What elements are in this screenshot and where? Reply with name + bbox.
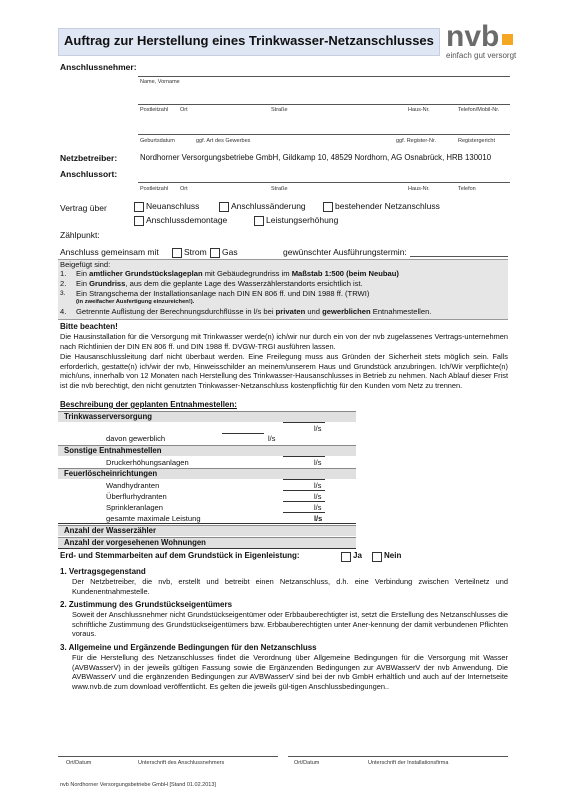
termin-input[interactable] [410, 256, 508, 257]
ort-hausnr-label: Haus-Nr. [408, 186, 430, 192]
netzbetreiber-value: Nordhorner Versorgungsbetriebe GmbH, Gildkamp 10, 48529 Nordhorn, AG Osnabrück, HRB 130010 [140, 153, 492, 162]
strom-checkbox[interactable] [172, 248, 182, 258]
leistungserhoehung-checkbox[interactable] [254, 216, 264, 226]
demontage-checkbox[interactable] [134, 216, 144, 226]
gesamt-label: gesamte maximale Leistung [106, 514, 201, 523]
wand-input[interactable] [283, 479, 325, 480]
register-label: ggf. Register-Nr. [396, 138, 437, 144]
beachten-p1: Die Hausinstallation für die Versorgung mit Trinkwasser werde(n) ich/wir nur durch ein von der nvb zugelassenes Vertrags-unternehmen nach Richtlinien der DIN EN 806 ff. und DIN 1988 ff. DVGW-TRGI ausführen lassen. [60, 332, 508, 351]
strasse-label: Straße [271, 107, 288, 113]
gas-label: Gas [222, 247, 238, 257]
table-divider [58, 523, 356, 524]
druck-unit: l/s [314, 458, 322, 467]
trinkwasser-input[interactable] [283, 422, 325, 423]
logo-tagline: einfach gut versorgt [446, 51, 517, 60]
signature-line-2[interactable] [288, 756, 508, 757]
item4-text: Getrennte Auflistung der Berechnungsdurchflüsse in l/s bei privaten und gewerblichen Entnahmestellen. [76, 307, 432, 316]
item2-num: 2. [60, 279, 67, 288]
ort-strasse-label: Straße [271, 186, 288, 192]
druck-input[interactable] [283, 456, 325, 457]
sonstige-header: Sonstige Entnahmestellen [58, 445, 356, 456]
gewerblich-input[interactable] [222, 433, 264, 434]
sig2-label: Unterschrift der Installationsfirma [368, 760, 449, 766]
nvb-logo: nvb [446, 20, 500, 53]
sprink-unit: l/s [314, 503, 322, 512]
ueber-unit: l/s [314, 492, 322, 501]
entnahme-title: Beschreibung der geplanten Entnahmestellen: [60, 400, 237, 409]
section3-title: 3. Allgemeine und Ergänzende Bedingungen für den Netzanschluss [60, 643, 317, 652]
wohnungen-header: Anzahl der vorgesehenen Wohnungen [58, 537, 356, 548]
beigefuegt-title: Beigefügt sind: [60, 260, 111, 269]
termin-label: gewünschter Ausführungstermin: [283, 247, 407, 257]
footer-text: nvb Nordhorner Versorgungsbetriebe GmbH [Stand 01.02.2013] [60, 782, 216, 788]
gericht-label: Registergericht [458, 138, 495, 144]
page-title: Auftrag zur Herstellung eines Trinkwasser-Netzanschlusses [64, 33, 434, 48]
section3-text: Für die Herstellung des Netzanschlusses findet die Verordnung über Allgemeine Bedingungen für die Versorgung mit Wasser (AVBWasserV) in der jeweils gültigen Fassung sowie die Ergänzenden Bedingungen zur AVBWasserV der nvb Anwendung. Die AVBWasserV und die ergänzenden Bedingungen zur AVBWasserV sind bei der nvb GmbH erhältlich und auch auf der Internetseite www.nvb.de zum download veröffentlicht. Es gelten die jeweils gül-tigen Anschlussbedingungen.. [72, 653, 508, 691]
section2-title: 2. Zustimmung des Grundstückseigentümers [60, 600, 233, 609]
item3-text: Ein Strangschema der Installationsanlage nach DIN EN 806 ff. und DIN 1988 ff. (TRWI) [76, 289, 370, 298]
erd-ja-label: Ja [353, 551, 362, 560]
table-bottom [58, 548, 356, 549]
anschlussort-label: Anschlussort: [60, 169, 118, 179]
beachten-title: Bitte beachten! [60, 322, 118, 331]
wand-unit: l/s [314, 481, 322, 490]
gewerbe-label: ggf. Art des Gewerbes [196, 138, 251, 144]
strom-label: Strom [184, 247, 207, 257]
item2-text: Ein Grundriss, aus dem die geplante Lage des Wasserzählerstandorts ersichtlich ist. [76, 279, 363, 288]
sprink-input[interactable] [283, 501, 325, 502]
name-line[interactable] [138, 76, 510, 77]
netzbetreiber-label: Netzbetreiber: [60, 153, 118, 163]
neuanschluss-label: Neuanschluss [146, 201, 200, 211]
gas-checkbox[interactable] [210, 248, 220, 258]
name-field-label: Name, Vorname [140, 79, 180, 85]
birth-line[interactable] [138, 134, 510, 135]
bestehender-checkbox[interactable] [323, 202, 333, 212]
gewerblich-unit: l/s [268, 434, 276, 443]
ort-telefon-label: Telefon [458, 186, 476, 192]
ueber-label: Überflurhydranten [106, 492, 167, 501]
beachten-p2: Die Hausanschlussleitung darf nicht überbaut werden. Eine Freilegung muss aus Gründen der Sicherheit stets möglich sein. Falls erforderlich, gestatte(n) ich/wir der nvb, Hinweisschilder an meinem/unserem Haus und Grundstück anzubringen. Ich/Wir verpflichte(n) mich/uns, innerhalb von 12 Monaten nach Herstellung des Trinkwasser-Hausanschlusses in Betrieb zu nehmen. Nach Ablauf dieser Frist ist die nvb berechtigt, den nicht genutzten Trinkwasser-Netzanschluss kostenpflichtig für den Kunden vom Netz zu trennen. [60, 352, 508, 390]
anschlussnehmer-label: Anschlussnehmer: [60, 62, 137, 72]
address-line[interactable] [138, 104, 510, 105]
zaehlpunkt-label: Zählpunkt: [60, 230, 100, 240]
erd-ja-checkbox[interactable] [341, 552, 351, 562]
neuanschluss-checkbox[interactable] [134, 202, 144, 212]
gesamt-input[interactable] [283, 512, 325, 513]
ort-plz-label: Postleitzahl [140, 186, 169, 192]
wand-label: Wandhydranten [106, 481, 160, 490]
sig-ort2-label: Ort/Datum [294, 760, 320, 766]
feuerloesch-header: Feuerlöscheinrichtungen [58, 468, 356, 479]
signature-line-1[interactable] [58, 756, 278, 757]
item3-num: 3. [60, 290, 66, 297]
gewerblich-label: davon gewerblich [106, 434, 166, 443]
gesamt-unit: l/s [314, 514, 323, 523]
plz-label: Postleitzahl [140, 107, 169, 113]
geburt-label: Geburtsdatum [140, 138, 175, 144]
trinkwasser-header: Trinkwasserversorgung [58, 411, 356, 422]
telefon-label: Telefon/Mobil-Nr. [458, 107, 500, 113]
leistungserhoehung-label: Leistungserhöhung [266, 215, 339, 225]
gemeinsam-label: Anschluss gemeinsam mit [60, 247, 159, 257]
druck-label: Druckerhöhungsanlagen [106, 458, 189, 467]
sig-ort1-label: Ort/Datum [66, 760, 92, 766]
anschlussaenderung-checkbox[interactable] [219, 202, 229, 212]
hausnr-label: Haus-Nr. [408, 107, 430, 113]
anschlussort-line[interactable] [138, 182, 510, 183]
ueber-input[interactable] [283, 490, 325, 491]
ort-label: Ort [180, 107, 188, 113]
section1-title: 1. Vertragsgegenstand [60, 567, 146, 576]
demontage-label: Anschlussdemontage [146, 215, 228, 225]
erd-label: Erd- und Stemmarbeiten auf dem Grundstück in Eigenleistung: [60, 551, 300, 560]
vertrag-label: Vertrag über [60, 203, 107, 213]
anschlussaenderung-label: Anschlussänderung [231, 201, 306, 211]
item3-note: (in zweifacher Ausfertigung einzureichen!). [76, 299, 195, 305]
sig1-label: Unterschrift des Anschlussnehmers [138, 760, 225, 766]
section1-text: Der Netzbetreiber, die nvb, erstellt und betreibt einen Netzanschluss, d.h. eine Verbindung zwischen Verteilnetz und Kundenentnahmestelle. [72, 577, 508, 596]
logo-square-icon [502, 34, 513, 45]
trinkwasser-unit: l/s [314, 424, 322, 433]
wasserzaehler-header: Anzahl der Wasserzähler [58, 525, 356, 536]
item1-num: 1. [60, 269, 67, 278]
erd-nein-label: Nein [384, 551, 402, 560]
item1-text: Ein amtlicher Grundstückslageplan mit Gebäudegrundriss im Maßstab 1:500 (beim Neubau) [76, 269, 399, 278]
bestehender-label: bestehender Netzanschluss [335, 201, 440, 211]
section2-text: Soweit der Anschlussnehmer nicht Grundstückseigentümer oder Erbbauberechtigter ist, setzt die Erstellung des Netzanschlusses die schriftliche Zustimmung des Grundstückseigentümers bzw. Erbbauberechtigten unter Aner-kennung der damit verbundenen Pflichten voraus. [72, 610, 508, 639]
sprink-label: Sprinkleranlagen [106, 503, 163, 512]
ort-ort-label: Ort [180, 186, 188, 192]
erd-nein-checkbox[interactable] [372, 552, 382, 562]
item4-num: 4. [60, 307, 67, 316]
